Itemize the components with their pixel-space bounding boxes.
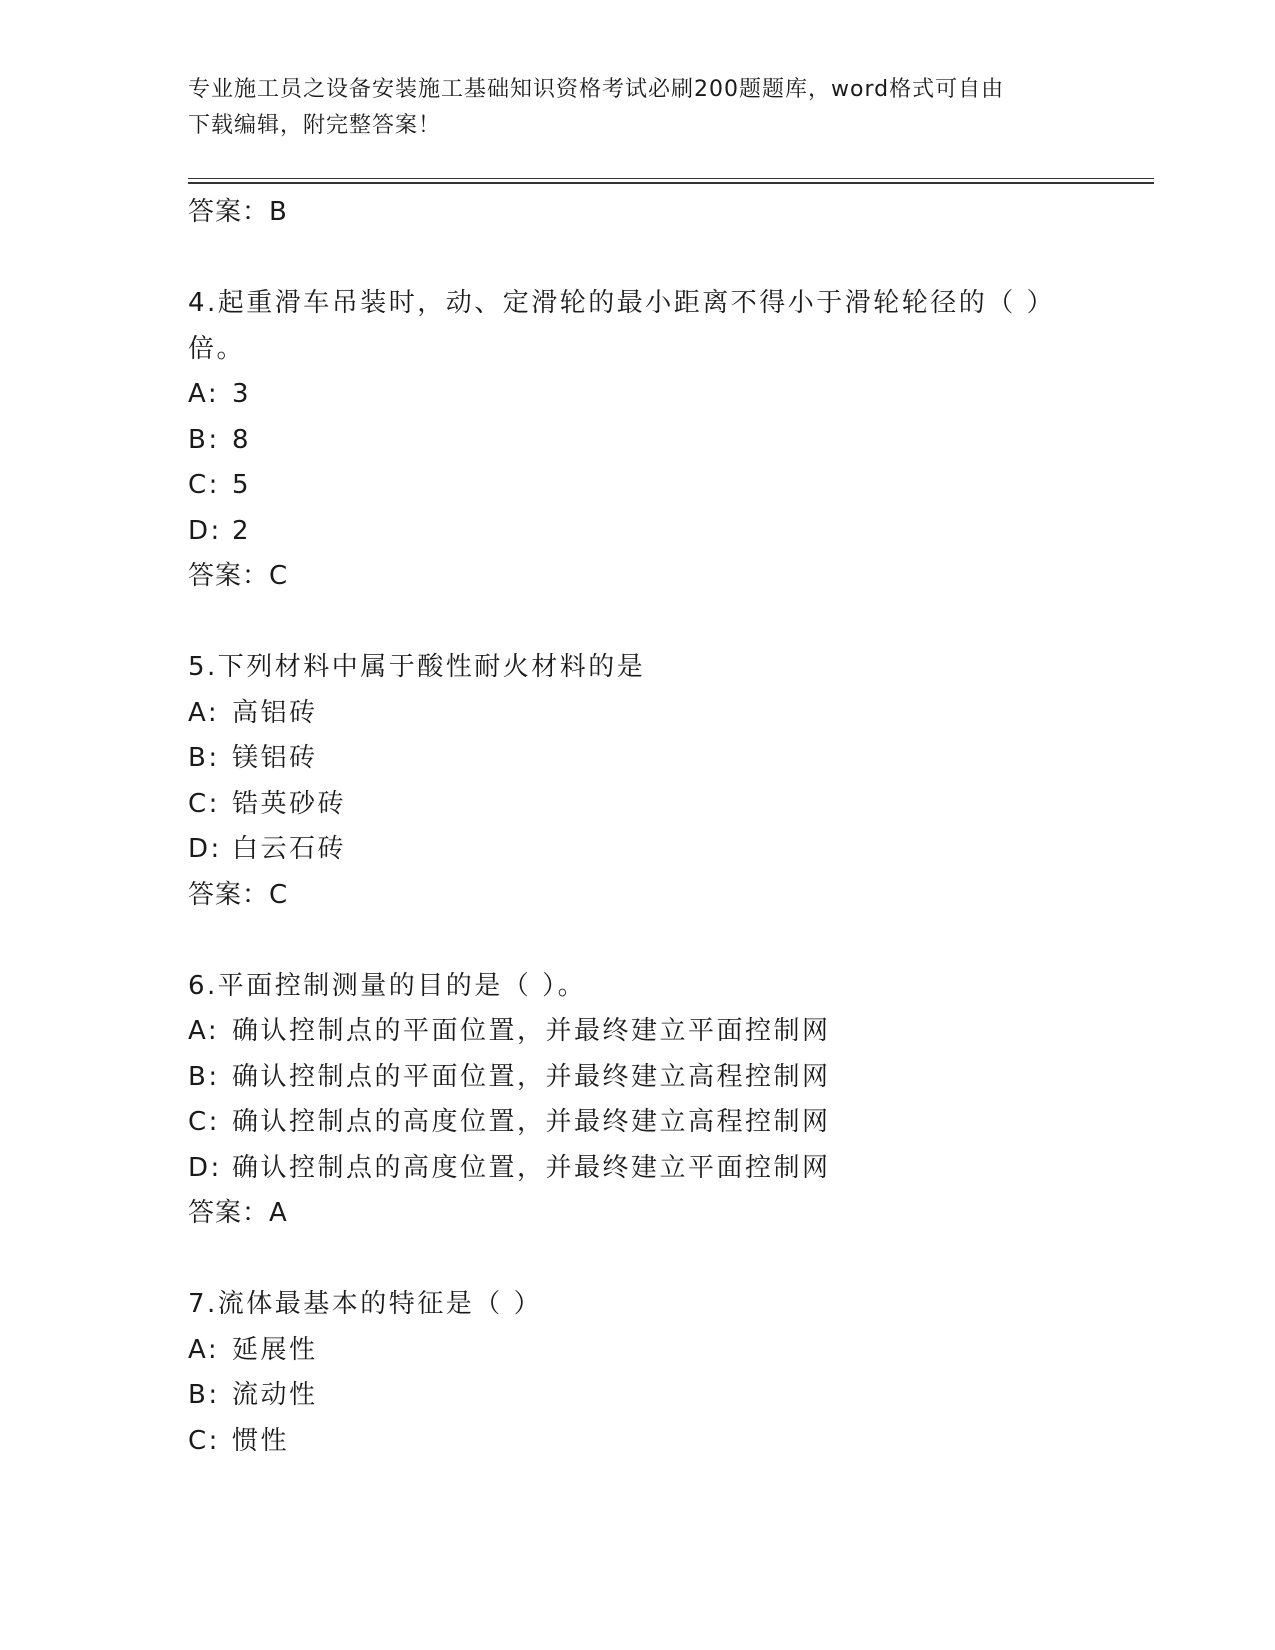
option-d (188, 509, 1088, 555)
option-label: B: (188, 1061, 220, 1092)
option-label: C: (188, 470, 220, 500)
answer: 答案：C (188, 879, 289, 910)
option-label: D: (188, 1152, 222, 1183)
option-label: A: (188, 379, 220, 409)
option-c (188, 782, 1088, 828)
option-a (188, 1328, 1088, 1374)
option-text: 3 (232, 379, 252, 409)
header-line-1: 专业施工员之设备安装施工基础知识资格考试必刷200题题库，word格式可自由 (188, 77, 1005, 102)
header-line-2: 下载编辑，附完整答案！ (188, 113, 442, 138)
option-text: 5 (232, 470, 252, 500)
option-label: A: (188, 1016, 220, 1046)
question-stem: 6.平面控制测量的目的是（ ）。 (188, 970, 587, 1001)
option-text: 高铝砖 (232, 697, 318, 728)
option-label: D: (188, 515, 222, 546)
option-b (188, 736, 1088, 782)
option-text: 2 (232, 515, 252, 546)
option-b (188, 1055, 1088, 1101)
option-text: 确认控制点的高度位置，并最终建立高程控制网 (232, 1107, 831, 1137)
option-label: B: (188, 424, 220, 455)
option-d (188, 1146, 1088, 1192)
option-label: A: (188, 1334, 220, 1365)
option-d (188, 827, 1088, 873)
spacer (188, 918, 1088, 964)
header-rule-thick (188, 182, 1154, 184)
option-text: 确认控制点的平面位置，并最终建立平面控制网 (232, 1016, 831, 1046)
option-text: 8 (232, 424, 252, 455)
question-4 (188, 281, 1088, 600)
question-6 (188, 964, 1088, 1237)
answer: 答案：A (188, 1198, 288, 1228)
option-text: 确认控制点的平面位置，并最终建立高程控制网 (232, 1061, 831, 1092)
option-c (188, 1100, 1088, 1146)
previous-answer: 答案：B (188, 197, 288, 227)
question-stem: 4.起重滑车吊装时，动、定滑轮的最小距离不得小于滑轮轮径的（ ） (188, 288, 1056, 318)
option-text: 白云石砖 (232, 834, 347, 864)
option-b (188, 1373, 1088, 1419)
question-7 (188, 1282, 1088, 1464)
option-text: 确认控制点的高度位置，并最终建立平面控制网 (232, 1152, 831, 1183)
option-text: 镁铝砖 (232, 743, 318, 773)
option-b (188, 418, 1088, 464)
question-5 (188, 645, 1088, 918)
answer: 答案：C (188, 561, 289, 591)
option-a (188, 691, 1088, 737)
spacer (188, 1237, 1088, 1283)
option-text: 延展性 (232, 1334, 318, 1365)
question-stem-continued: 倍。 (188, 333, 246, 364)
option-label: D: (188, 834, 222, 864)
option-label: B: (188, 743, 220, 773)
document-header (188, 72, 1068, 144)
question-stem: 5.下列材料中属于酸性耐火材料的是 (188, 652, 646, 682)
option-c (188, 463, 1088, 509)
option-c (188, 1419, 1088, 1465)
option-text: 惯性 (232, 1425, 290, 1456)
spacer (188, 600, 1088, 646)
spacer (188, 236, 1088, 282)
header-rule-thin (188, 178, 1154, 179)
option-label: C: (188, 1425, 220, 1456)
option-label: B: (188, 1380, 220, 1410)
option-a (188, 372, 1088, 418)
option-label: A: (188, 697, 220, 728)
option-label: C: (188, 788, 220, 819)
option-label: C: (188, 1107, 220, 1137)
option-text: 锆英砂砖 (232, 788, 347, 819)
question-list (188, 190, 1088, 1464)
option-a (188, 1009, 1088, 1055)
option-text: 流动性 (232, 1380, 318, 1410)
question-stem: 7.流体最基本的特征是（ ） (188, 1289, 543, 1319)
